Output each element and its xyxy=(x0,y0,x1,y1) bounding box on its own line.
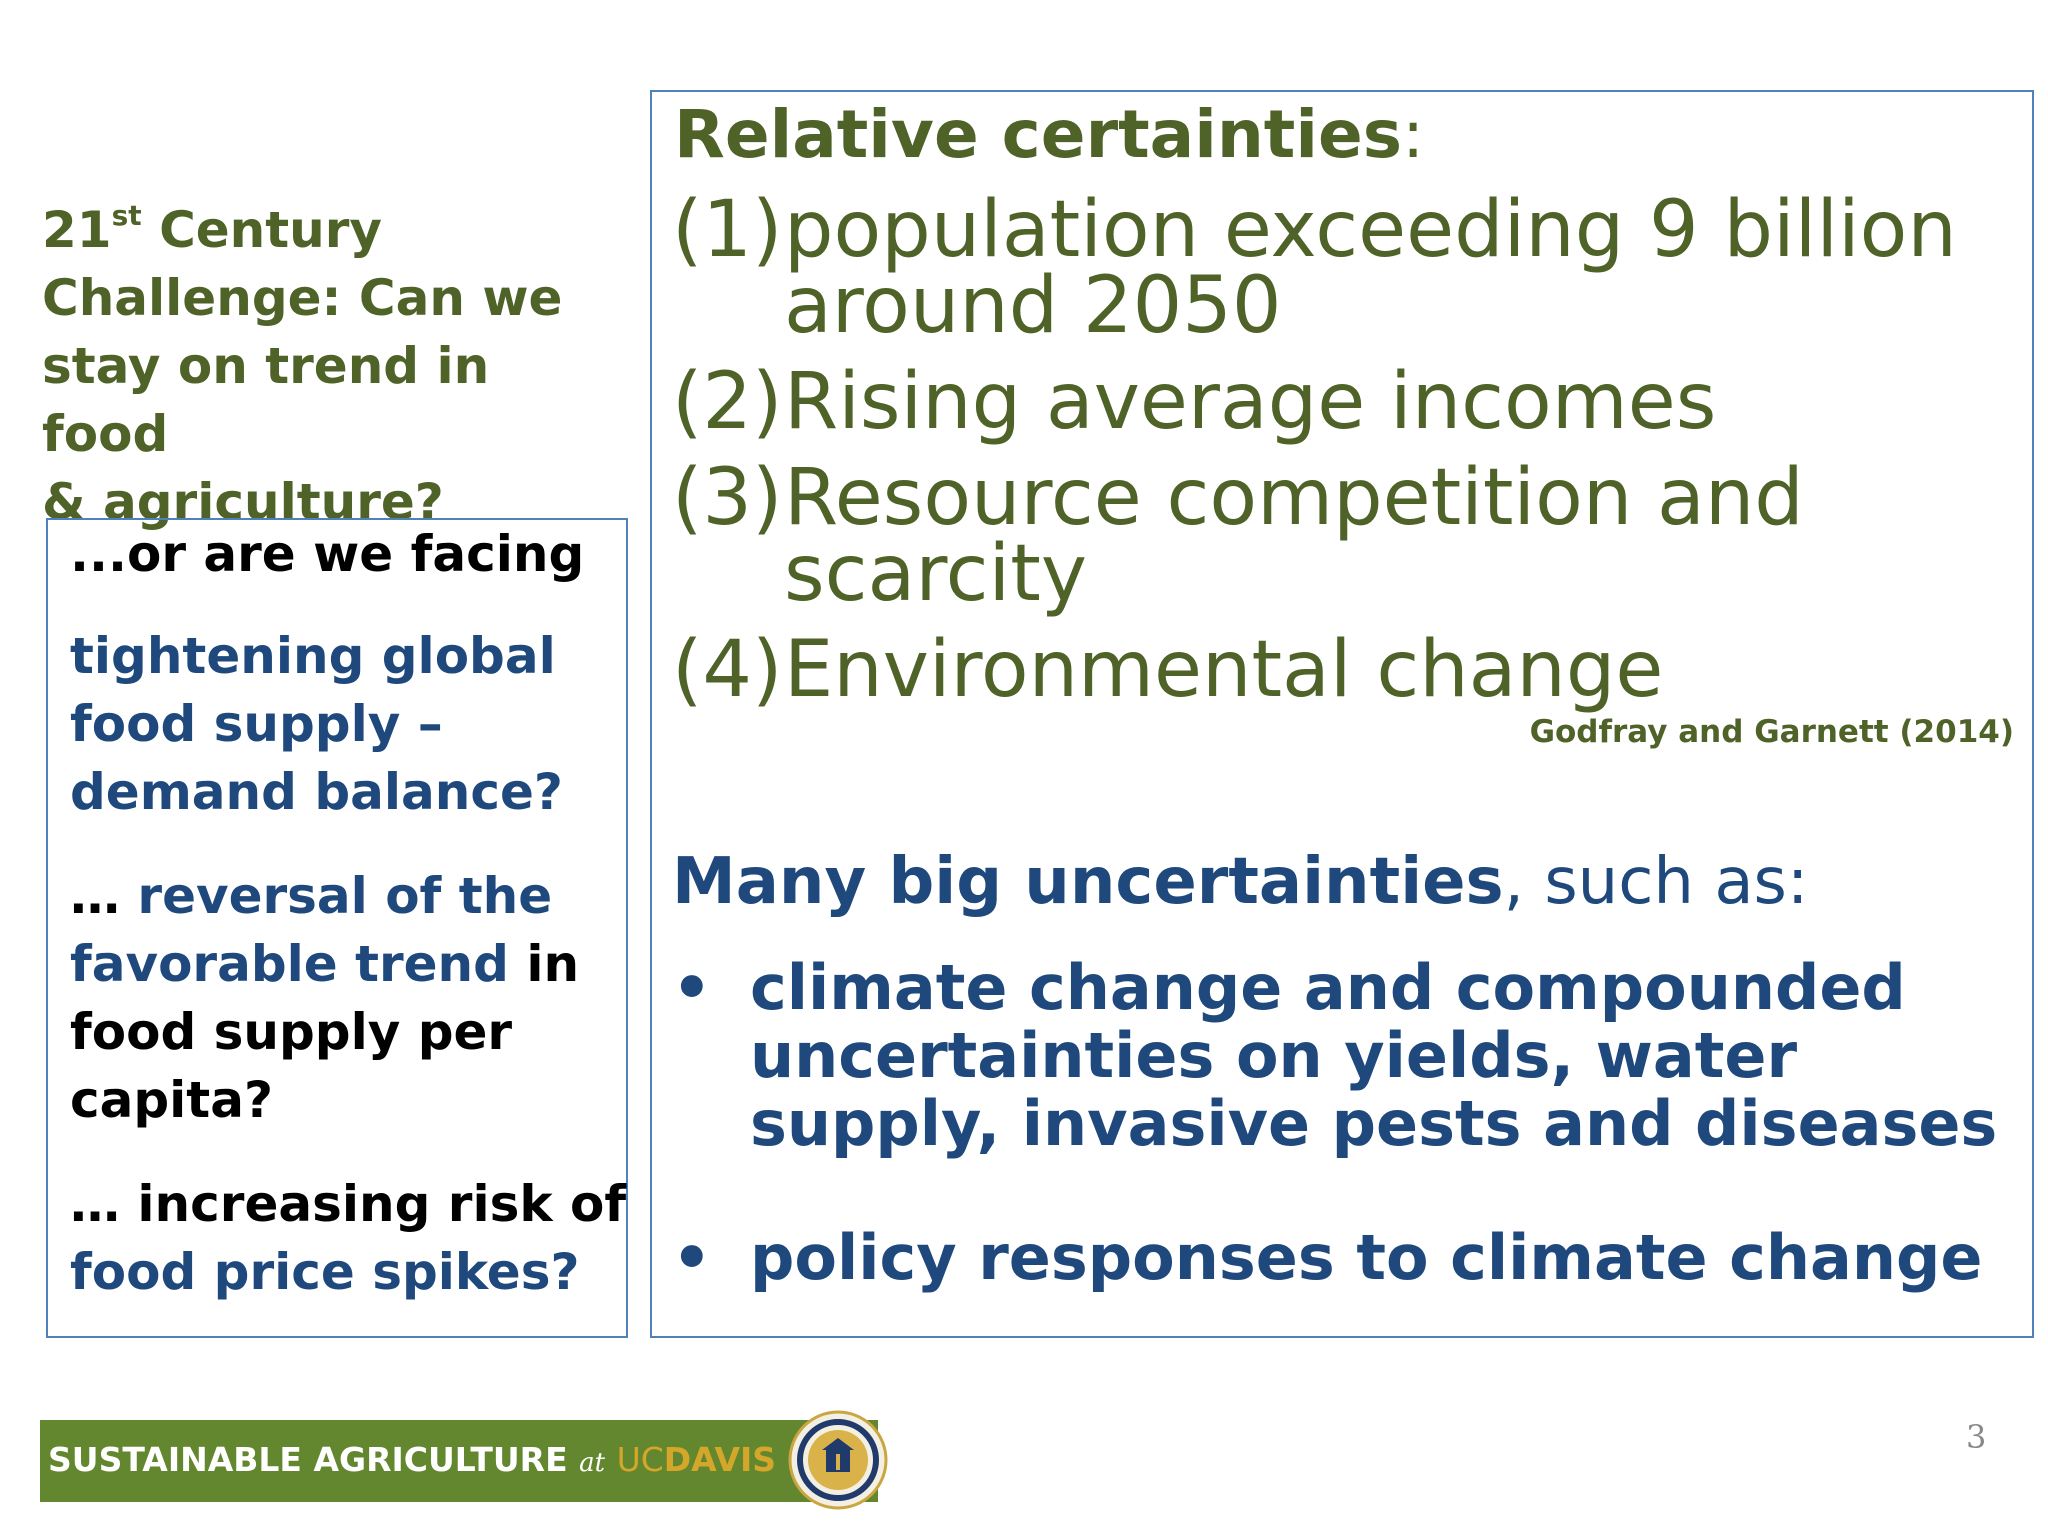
title-line-4: & agriculture? xyxy=(42,473,444,531)
item-number: (3) xyxy=(672,453,783,543)
question-1-line-3: demand balance? xyxy=(70,763,563,821)
title-line-2: Challenge: Can we xyxy=(42,269,563,327)
certainty-text-line-1: population exceeding 9 billion xyxy=(784,185,1957,275)
uncertainties-heading: Many big uncertainties, such as: xyxy=(672,845,1809,919)
questions-box xyxy=(46,518,628,1338)
certainty-item xyxy=(672,625,2032,715)
question-1-line-2: food supply – xyxy=(70,695,443,753)
certainty-text-line-1: Rising average incomes xyxy=(784,357,1717,447)
title-superscript: st xyxy=(111,199,142,232)
certainty-text-line-2: around 2050 xyxy=(784,261,1282,351)
question-2-line-4: capita? xyxy=(70,1071,273,1129)
slide-title xyxy=(42,196,632,536)
sustainable-agriculture-logo: SUSTAINABLE AGRICULTURE at UCDAVIS xyxy=(40,1420,878,1502)
certainty-text-line-1: Environmental change xyxy=(784,625,1664,715)
question-3-line-1: … increasing risk of xyxy=(70,1175,627,1233)
certainty-text-line-2: scarcity xyxy=(784,529,1087,619)
question-1-line-1: tightening global xyxy=(70,627,556,685)
bullet-icon: • xyxy=(672,951,712,1024)
uc-seal-icon xyxy=(788,1410,888,1510)
question-3-line-2: food price spikes? xyxy=(70,1243,580,1301)
certainties-box xyxy=(650,90,2034,1338)
item-number: (2) xyxy=(672,357,783,447)
page-number: 3 xyxy=(1966,1418,1987,1456)
certainty-item xyxy=(672,453,2032,620)
bullet-text-line-1: climate change and compounded xyxy=(750,951,1906,1024)
question-intro: ...or are we facing xyxy=(70,525,585,583)
certainty-item xyxy=(672,185,2032,352)
bullet-text-line-3: supply, invasive pests and diseases xyxy=(750,1087,1998,1160)
certainties-heading: Relative certainties: xyxy=(674,96,1425,173)
uncertainty-bullet xyxy=(672,1221,2032,1296)
bullet-text-line-1: policy responses to climate change xyxy=(750,1221,1983,1294)
title-line-1: 21 xyxy=(42,201,112,259)
bullet-text-line-2: uncertainties on yields, water xyxy=(750,1019,1798,1092)
bullet-icon: • xyxy=(672,1221,712,1294)
citation: Godfray and Garnett (2014) xyxy=(1529,714,2014,750)
question-2-line-2: favorable trend in xyxy=(70,935,580,993)
item-number: (4) xyxy=(672,625,783,715)
item-number: (1) xyxy=(672,185,783,275)
question-2-line-3: food supply per xyxy=(70,1003,513,1061)
certainty-text-line-1: Resource competition and xyxy=(784,453,1804,543)
title-line-3: stay on trend in food xyxy=(42,337,490,463)
certainty-item xyxy=(672,357,2032,447)
question-2-line-1: … reversal of the xyxy=(70,867,553,925)
uncertainty-bullet xyxy=(672,951,2032,1164)
title-line-1-rest: Century xyxy=(141,201,383,259)
